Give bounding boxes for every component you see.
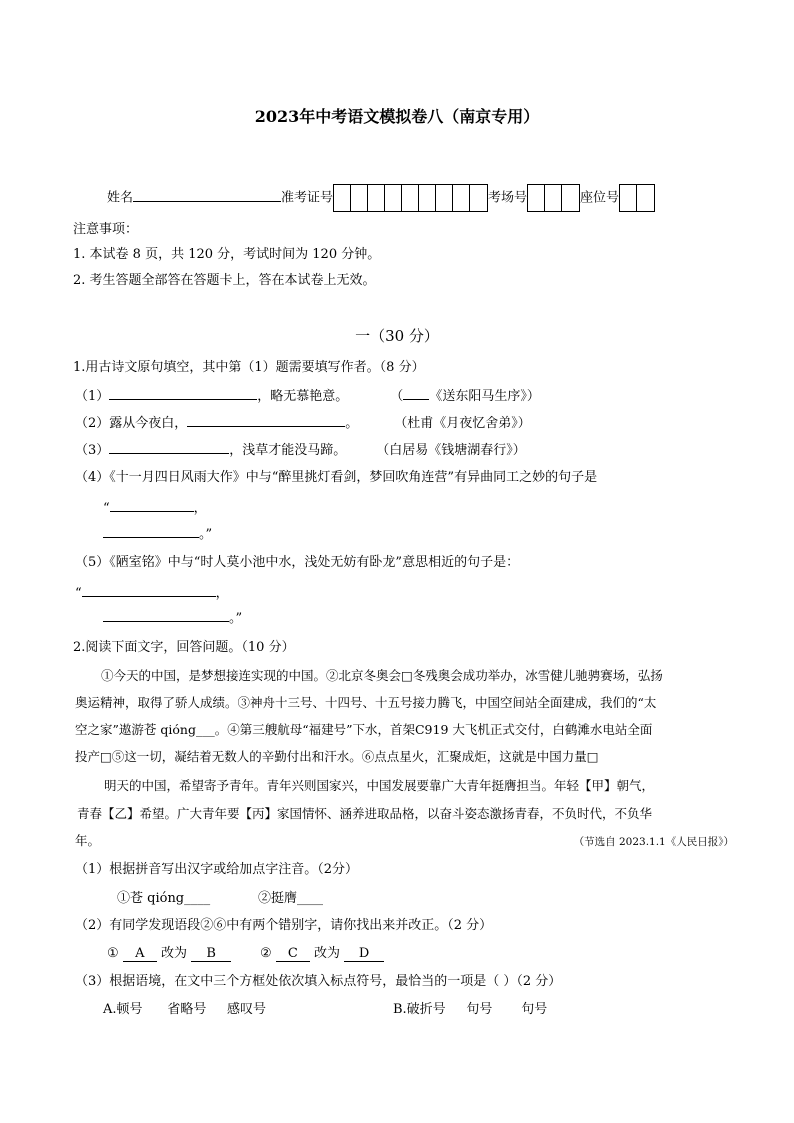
passage-line: 年。	[75, 833, 101, 848]
option-a[interactable]: A.顿号 省略号 感叹号	[103, 1002, 266, 1017]
question-1-stem: 1.用古诗文原句填空，其中第（1）题需要填写作者。（8 分）	[73, 360, 425, 375]
page-title: 2023年中考语文模拟卷八（南京专用）	[254, 107, 540, 126]
q1-sub-1	[75, 387, 540, 405]
q1-s3-prefix: （3）	[75, 443, 110, 458]
question-2-stem: 2.阅读下面文字，回答问题。（10 分）	[73, 640, 295, 655]
answer-blank-a[interactable]: A	[123, 947, 157, 962]
q1-s5-open: “	[75, 586, 82, 601]
passage-line: 空之家”遨游苍 qióng___。④第三艘航母“福建号”下水，首架C919 大飞机正式交付，白鹤滩水电站全面	[75, 722, 653, 737]
answer-blank-d[interactable]: D	[344, 947, 384, 962]
passage-line: 投产□⑤这一切，凝结着无数人的辛勤付出和汗水。⑥点点星火，汇聚成炬，这就是中国力量□	[75, 749, 599, 764]
q1-s4-blank-1[interactable]	[110, 499, 194, 512]
passage-line: ①今天的中国，是梦想接连实现的中国。②北京冬奥会□冬残奥会成功举办，冰雪健儿驰骋赛场，弘扬	[101, 668, 663, 683]
q1-s3-text: ，浅草才能没马蹄。	[229, 443, 347, 458]
q1-s1-source: 《送东阳马生序》）	[429, 389, 540, 404]
q1-s4-open: “	[103, 501, 110, 516]
passage-line: 奥运精神，取得了骄人成绩。③神舟十三号、十四号、十五号接力腾飞，中国空间站全面建成，我们的“太	[75, 695, 657, 710]
answer-index: ②	[260, 946, 272, 961]
q1-sub-2	[75, 414, 531, 432]
q1-s4-close: 。”	[199, 527, 213, 542]
exam-id-label: 准考证号	[281, 190, 334, 206]
q2-sub2-answer-1	[107, 946, 231, 962]
option-b[interactable]: B.破折号 句号 句号	[393, 1002, 548, 1017]
q1-s1-prefix: （1）	[75, 389, 110, 404]
notes-item-2: 2. 考生答题全部答在答题卡上，答在本试卷上无效。	[73, 273, 376, 288]
q1-s5-close: 。”	[229, 611, 243, 626]
q1-sub-4: （4）《十一月四日风雨大作》中与“醉里挑灯看剑，梦回吹角连营”有异曲同工之妙的句子是	[75, 470, 598, 485]
section-heading: 一（30 分）	[355, 327, 439, 345]
notes-heading: 注意事项：	[73, 222, 139, 237]
q2-sub-2: （2）有同学发现语段②⑥中有两个错别字，请你找出来并改正。（2 分）	[75, 918, 493, 933]
answer-connector: 改为	[160, 946, 187, 961]
passage-line: 明天的中国，希望寄予青年。青年兴则国家兴，中国发展要靠广大青年挺膺担当。年轻【甲】朝气，	[104, 778, 655, 793]
q2-sub1-item-a: ①苍 qióng____	[117, 891, 211, 906]
q1-s3-blank[interactable]	[109, 441, 229, 454]
name-field[interactable]	[133, 189, 281, 202]
q2-sub1-item-b: ②挺膺____	[258, 891, 324, 906]
q1-s3-source: （白居易《钱塘湖春行》）	[376, 443, 526, 458]
q1-s2-text: 。	[345, 416, 359, 431]
candidate-info-row	[107, 184, 655, 213]
q2-sub-1: （1）根据拼音写出汉字或给加点字注音。（2分）	[75, 862, 359, 877]
exam-id-boxes[interactable]	[333, 184, 488, 212]
room-boxes[interactable]	[527, 184, 580, 212]
q1-s1-blank[interactable]	[109, 387, 257, 400]
room-label: 考场号	[488, 190, 528, 206]
answer-connector: 改为	[313, 946, 340, 961]
q1-s4-blank-2[interactable]	[103, 525, 199, 538]
q2-sub-3: （3）根据语境，在文中三个方框处依次填入标点符号，最恰当的一项是（ ）（2 分）	[75, 974, 562, 989]
q1-s4-line2	[103, 525, 212, 543]
q1-s2-blank[interactable]	[187, 414, 345, 427]
name-label: 姓名	[107, 190, 134, 206]
q1-s1-author-blank[interactable]	[403, 387, 429, 400]
q1-sub-3	[75, 441, 526, 459]
answer-blank-b[interactable]: B	[191, 947, 231, 962]
q1-s4-comma: ，	[193, 501, 207, 516]
q1-s5-blank-1[interactable]	[82, 584, 216, 597]
q1-sub-5: （5）《陋室铭》中与“时人莫小池中水，浅处无妨有卧龙”意思相近的句子是：	[75, 555, 520, 570]
q1-s5-line2	[103, 609, 242, 627]
answer-blank-c[interactable]: C	[276, 947, 310, 962]
notes-item-1: 1. 本试卷 8 页，共 120 分，考试时间为 120 分钟。	[73, 247, 381, 262]
passage-line: 青春【乙】希望。广大青年要【丙】家国情怀、涵养进取品格，以奋斗姿态激扬青春，不负时代，不负华	[77, 806, 653, 821]
q1-s5-line1	[75, 584, 229, 602]
q1-s4-line1	[103, 499, 207, 517]
q1-s5-blank-2[interactable]	[103, 609, 229, 622]
q1-s1-text: ，略无慕艳意。	[257, 389, 349, 404]
answer-index: ①	[107, 946, 119, 961]
passage-source: （节选自 2023.1.1《人民日报》）	[573, 836, 734, 848]
seat-label: 座位号	[580, 190, 620, 206]
q1-s2-prefix: （2）露从今夜白，	[75, 416, 188, 431]
q1-s5-comma: ，	[215, 586, 229, 601]
q1-s2-source: （杜甫《月夜忆舍弟》）	[394, 416, 531, 431]
q1-s1-open: （	[390, 389, 404, 404]
q2-sub2-answer-2	[260, 946, 384, 962]
seat-boxes[interactable]	[619, 184, 655, 212]
